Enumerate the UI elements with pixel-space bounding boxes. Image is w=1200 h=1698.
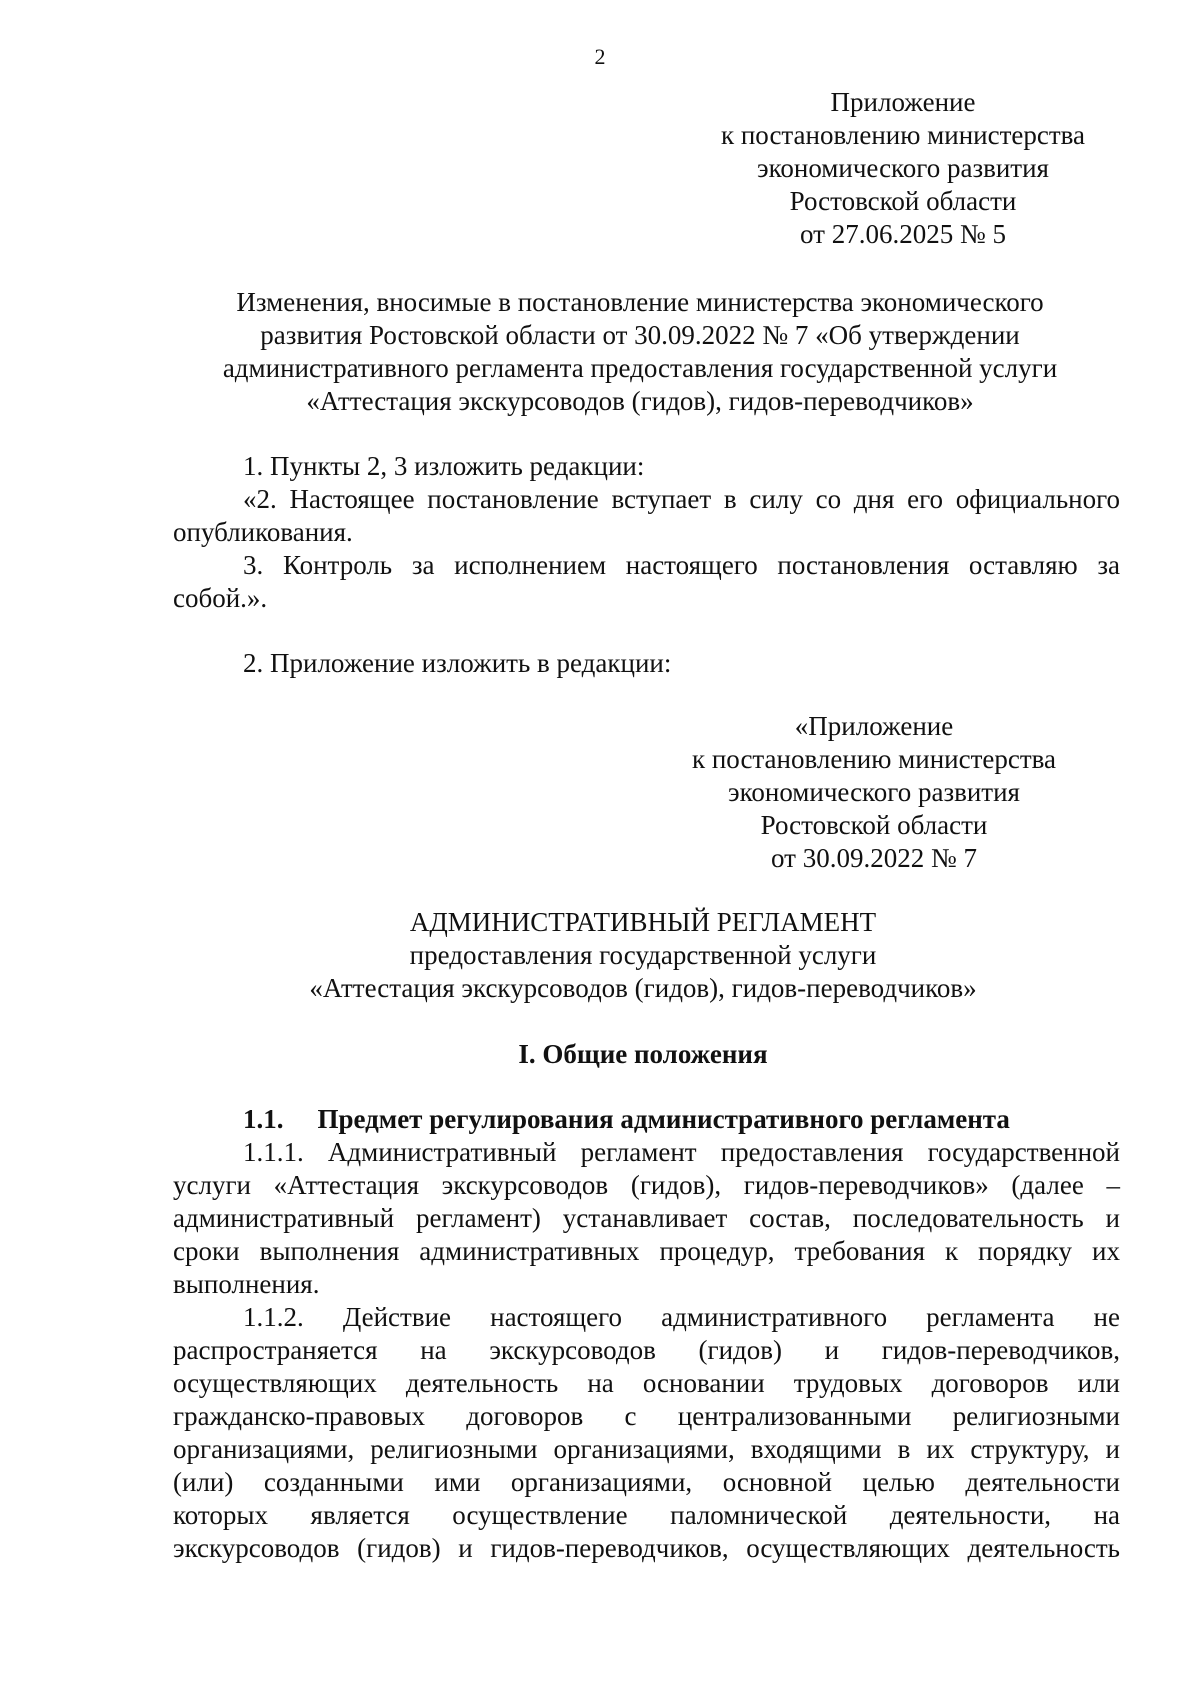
changes-title — [160, 286, 1120, 418]
appendix-header — [693, 86, 1113, 251]
regulation-title-line: АДМИНИСТРАТИВНЫЙ РЕГЛАМЕНТ — [409, 907, 877, 937]
appendix-line: к постановлению министерства — [720, 120, 1086, 150]
appendix-line: Приложение — [830, 87, 976, 117]
appendix-inner-line: «Приложение — [794, 711, 954, 741]
clause-1-1-1 — [173, 1136, 1120, 1301]
item-2-heading: 2. Приложение изложить в редакции: — [243, 648, 672, 678]
section-1-title — [163, 1038, 1123, 1071]
appendix-line: Ростовской области — [789, 186, 1017, 216]
subsection-number: 1.1. — [243, 1104, 284, 1134]
appendix-inner-line: Ростовской области — [760, 810, 988, 840]
clause-1-1-2 — [173, 1301, 1120, 1565]
changes-title-line: административного регламента предоставления государственной услуги — [222, 353, 1058, 383]
item-1-heading: 1. Пункты 2, 3 изложить редакции: — [243, 451, 645, 481]
item-1-paragraph-3-line: 3. Контроль за исполнением настоящего постановления оставляю за — [243, 550, 1120, 580]
item-1-paragraph-2-line: «2. Настоящее постановление вступает в силу со дня его официального — [243, 484, 1120, 514]
clause-line: распространяется на экскурсоводов (гидов) и гидов-переводчиков, — [173, 1335, 1120, 1365]
subsection-title: Предмет регулирования административного регламента — [317, 1104, 1010, 1134]
item-1-paragraph-3-line: собой.». — [173, 583, 268, 613]
section-1-title-text: I. Общие положения — [518, 1039, 768, 1069]
clause-line: 1.1.1. Административный регламент предоставления государственной — [243, 1137, 1120, 1167]
item-2 — [173, 647, 1120, 680]
appendix-line: экономического развития — [757, 153, 1049, 183]
regulation-title — [163, 906, 1123, 1005]
appendix-inner-line: от 30.09.2022 № 7 — [771, 843, 977, 873]
regulation-title-line: предоставления государственной услуги — [409, 940, 877, 970]
clause-line: экскурсоводов (гидов) и гидов-переводчиков, осуществляющих деятельность — [173, 1533, 1120, 1563]
appendix-inner-line: экономического развития — [728, 777, 1020, 807]
clause-line: административный регламент) устанавливает состав, последовательность и — [173, 1203, 1120, 1233]
clause-line: гражданско-правовых договоров с централизованными религиозными — [173, 1401, 1120, 1431]
clause-line: 1.1.2. Действие настоящего административного регламента не — [243, 1302, 1120, 1332]
subsection-1-1-heading — [173, 1103, 1120, 1136]
clause-line: которых является осуществление паломнической деятельности, на — [173, 1500, 1120, 1530]
changes-title-line: развития Ростовской области от 30.09.2022 № 7 «Об утверждении — [260, 320, 1020, 350]
item-1 — [173, 450, 1120, 615]
clause-line: выполнения. — [173, 1269, 320, 1299]
appendix-inner-line: к постановлению министерства — [691, 744, 1057, 774]
page-number: 2 — [594, 44, 606, 69]
clause-line: организациями, религиозными организациями, входящими в их структуру, и — [173, 1434, 1120, 1464]
regulation-title-line: «Аттестация экскурсоводов (гидов), гидов-переводчиков» — [309, 973, 977, 1003]
item-1-paragraph-2-line: опубликования. — [173, 517, 353, 547]
clause-line: сроки выполнения административных процедур, требования к порядку их — [173, 1236, 1120, 1266]
changes-title-line: «Аттестация экскурсоводов (гидов), гидов-переводчиков» — [306, 386, 974, 416]
appendix-inner-header — [664, 710, 1084, 875]
clause-line: услуги «Аттестация экскурсоводов (гидов), гидов-переводчиков» (далее – — [173, 1170, 1120, 1200]
changes-title-line: Изменения, вносимые в постановление министерства экономического — [236, 287, 1044, 317]
clause-line: (или) созданными ими организациями, основной целью деятельности — [173, 1467, 1120, 1497]
appendix-line: от 27.06.2025 № 5 — [800, 219, 1006, 249]
clause-line: осуществляющих деятельность на основании трудовых договоров или — [173, 1368, 1120, 1398]
